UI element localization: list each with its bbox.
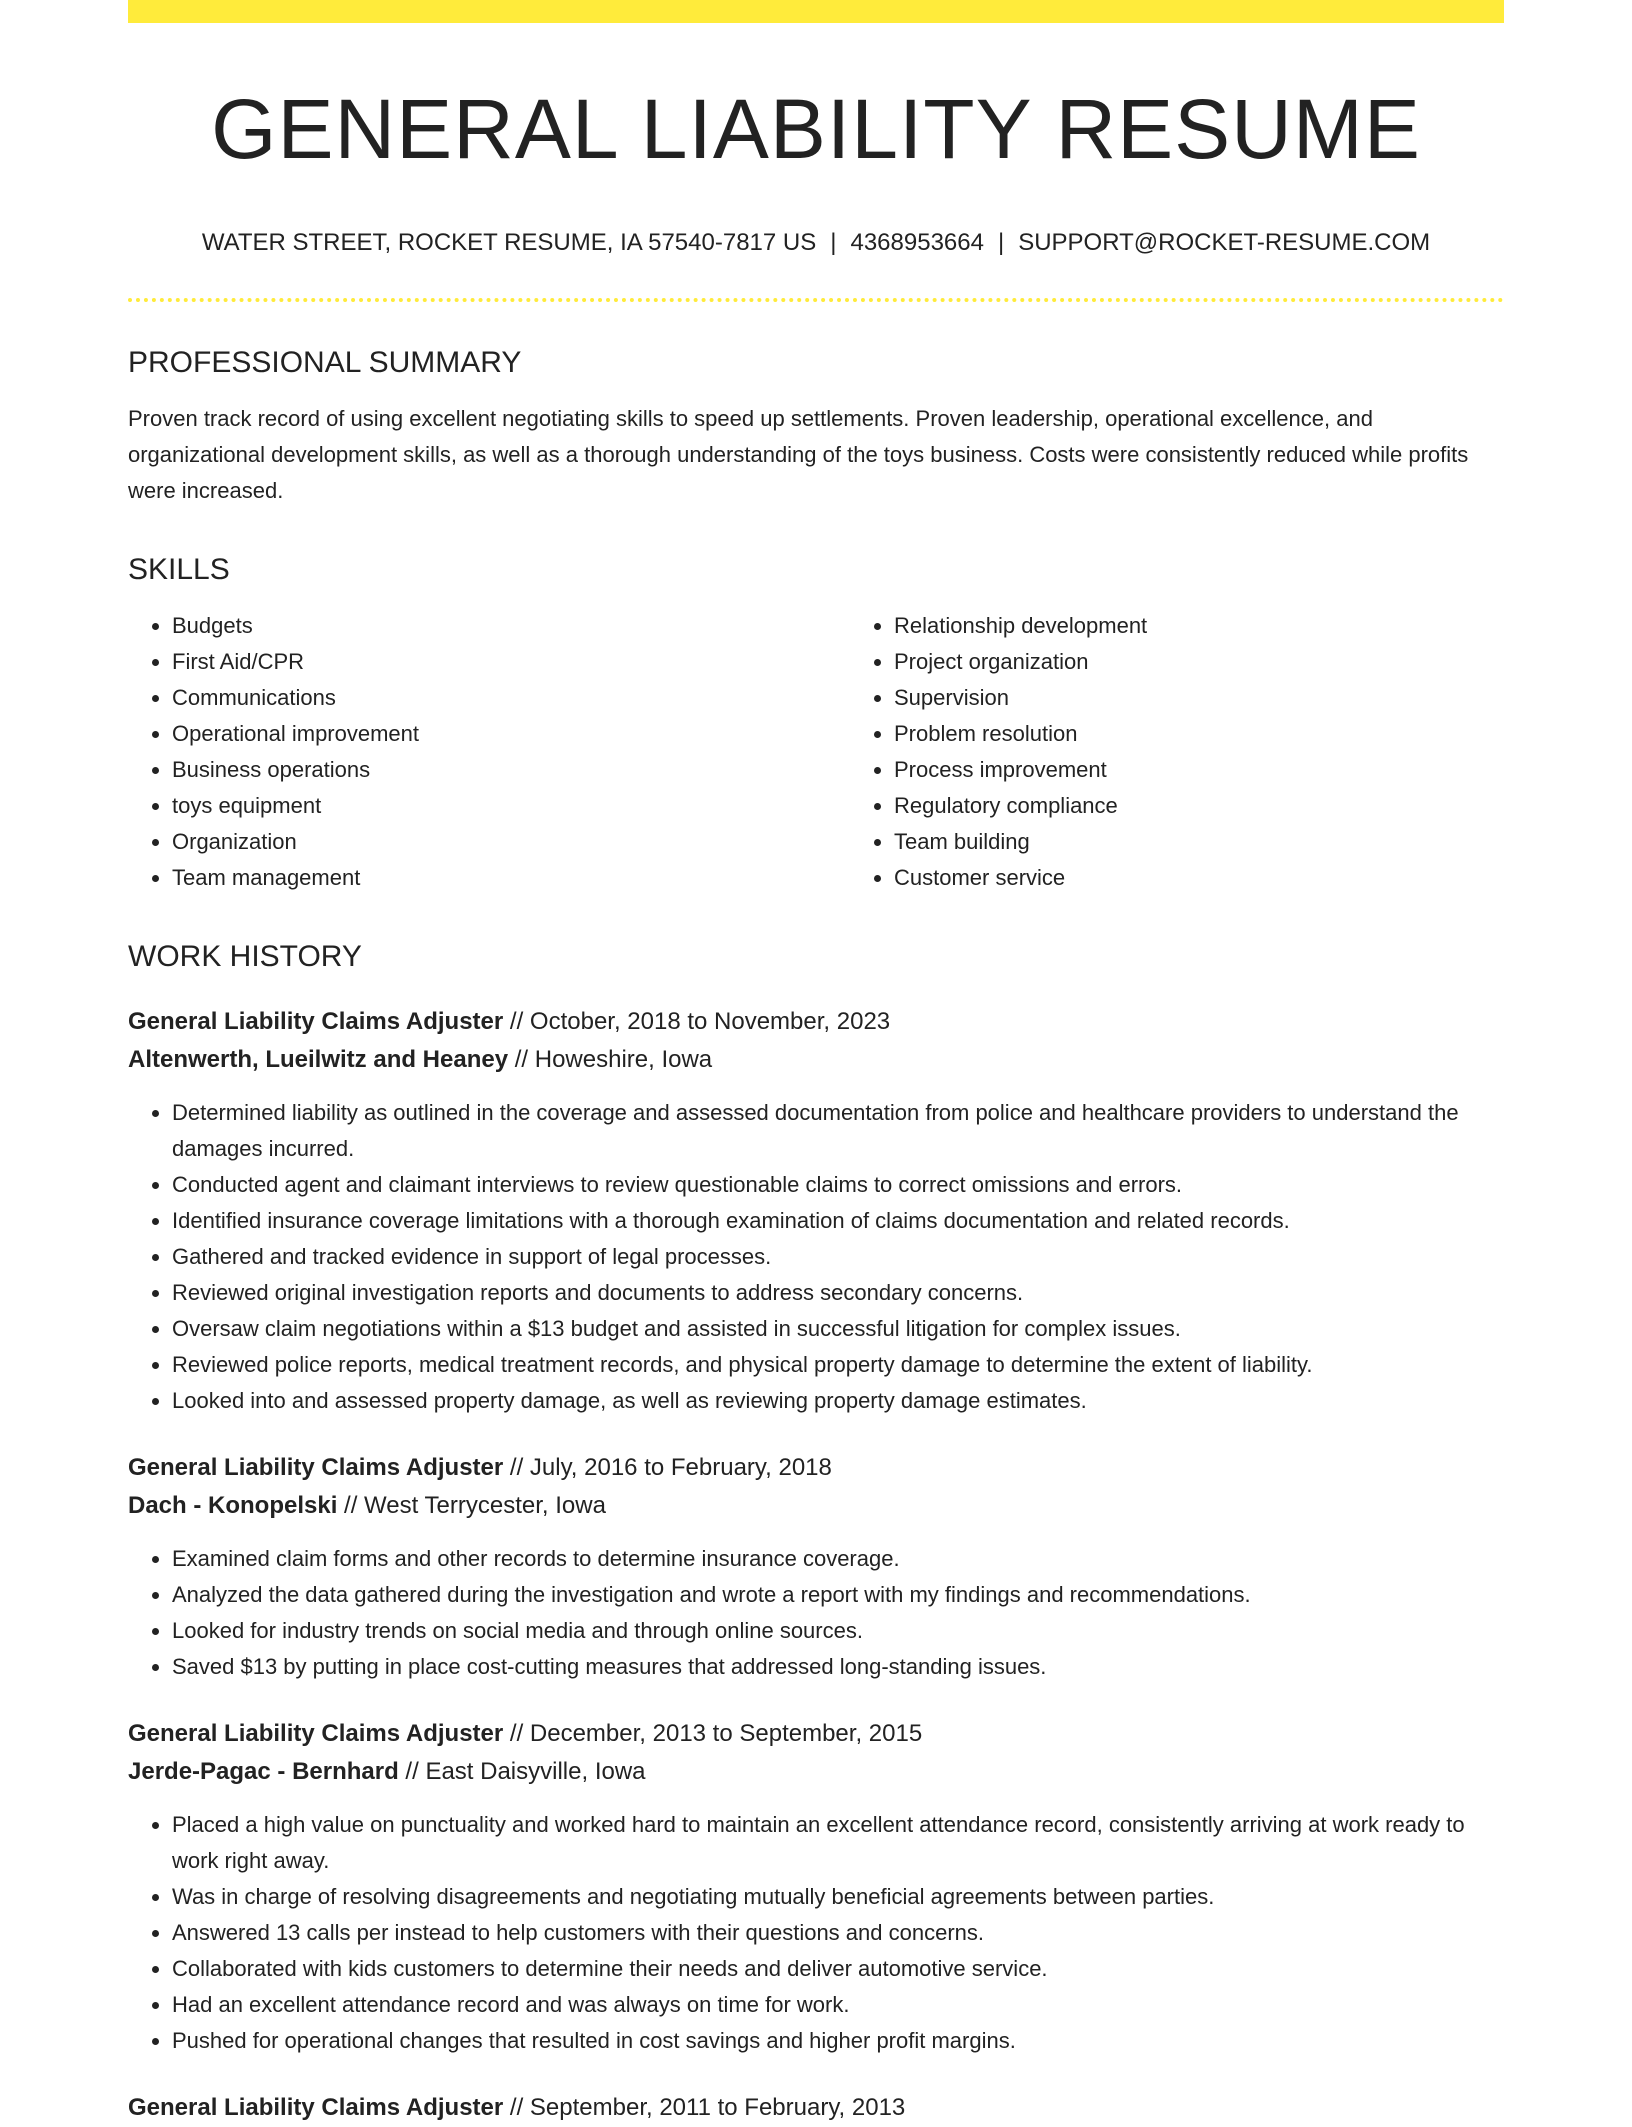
skill-item: • Regulatory compliance <box>894 788 1572 824</box>
skill-item: • Relationship development <box>894 608 1572 644</box>
skill-item: • Budgets <box>172 608 850 644</box>
contact-separator: | <box>997 229 1005 257</box>
job-title: General Liability Claims Adjuster <box>128 1007 504 1035</box>
skill-item: • Process improvement <box>894 752 1572 788</box>
job-bullet: • Reviewed police reports, medical treatment records, and physical property damage to determine the extent of liability. <box>172 1347 1504 1383</box>
job-title: General Liability Claims Adjuster <box>128 2093 504 2121</box>
job-dates: // October, 2018 to November, 2023 <box>503 1007 891 1035</box>
resume-title: GENERAL LIABILITY RESUME <box>211 82 1421 176</box>
job-title-line <box>128 2089 1504 2127</box>
job-company-line <box>128 1487 1504 1525</box>
job-bullet: • Looked into and assessed property damage, as well as reviewing property damage estimates. <box>172 1383 1504 1419</box>
job-company: Altenwerth, Lueilwitz and Heaney <box>128 1045 509 1073</box>
job-title: General Liability Claims Adjuster <box>128 1453 504 1481</box>
job-location: // West Terrycester, Iowa <box>337 1491 606 1519</box>
skill-item: • Business operations <box>172 752 850 788</box>
job-dates: // December, 2013 to September, 2015 <box>503 1719 923 1747</box>
job-bullets <box>128 1095 1504 1419</box>
job-company-line <box>128 1753 1504 1791</box>
job-company: Dach - Konopelski <box>128 1491 338 1519</box>
skill-item: • Customer service <box>894 860 1572 896</box>
skill-item: • Organization <box>172 824 850 860</box>
job-bullet: • Saved $13 by putting in place cost-cutting measures that addressed long-standing issues. <box>172 1649 1504 1685</box>
job-bullet: • Placed a high value on punctuality and worked hard to maintain an excellent attendance record, consistently arriving at work ready to work right away. <box>172 1807 1504 1879</box>
summary-text: Proven track record of using excellent negotiating skills to speed up settlements. Proven leadership, operational excellence, and organizational development skills, as well as a thorough understanding of the toys business. Costs were consistently reduced while profits were increased. <box>128 405 1469 503</box>
job-bullet: • Examined claim forms and other records to determine insurance coverage. <box>172 1541 1504 1577</box>
job-bullet: • Pushed for operational changes that resulted in cost savings and higher profit margins. <box>172 2023 1504 2059</box>
contact-line <box>128 229 1504 258</box>
job-bullets <box>128 1807 1504 2059</box>
skill-item: • toys equipment <box>172 788 850 824</box>
job-location: // East Daisyville, Iowa <box>398 1757 646 1785</box>
contact-phone: 4368953664 <box>850 229 984 257</box>
job-bullets <box>128 1541 1504 1685</box>
job-bullet: • Was in charge of resolving disagreements and negotiating mutually beneficial agreements between parties. <box>172 1879 1504 1915</box>
job-bullet: • Had an excellent attendance record and was always on time for work. <box>172 1987 1504 2023</box>
job-bullet: • Oversaw claim negotiations within a $13 budget and assisted in successful litigation for complex issues. <box>172 1311 1504 1347</box>
skill-item: • Project organization <box>894 644 1572 680</box>
skill-item: • Supervision <box>894 680 1572 716</box>
job-entry <box>128 1449 1504 1685</box>
job-title-line <box>128 1449 1504 1487</box>
job-company: Jerde-Pagac - Bernhard <box>128 1757 399 1785</box>
skill-item: • Team management <box>172 860 850 896</box>
job-dates: // September, 2011 to February, 2013 <box>503 2093 906 2121</box>
contact-email: SUPPORT@ROCKET-RESUME.COM <box>1018 229 1431 257</box>
job-title-line <box>128 1003 1504 1041</box>
work-history-heading: WORK HISTORY <box>128 939 362 973</box>
resume-page <box>128 0 1504 2127</box>
job-bullet: • Collaborated with kids customers to determine their needs and deliver automotive service. <box>172 1951 1504 1987</box>
job-title: General Liability Claims Adjuster <box>128 1719 504 1747</box>
job-bullet: • Analyzed the data gathered during the investigation and wrote a report with my findings and recommendations. <box>172 1577 1504 1613</box>
skill-item: • First Aid/CPR <box>172 644 850 680</box>
job-bullet: • Reviewed original investigation reports and documents to address secondary concerns. <box>172 1275 1504 1311</box>
dotted-divider <box>128 298 1504 302</box>
job-bullet: • Conducted agent and claimant interviews to review questionable claims to correct omissions and errors. <box>172 1167 1504 1203</box>
skills-column-right <box>850 608 1572 896</box>
job-entry <box>128 1003 1504 1419</box>
job-bullet: • Identified insurance coverage limitations with a thorough examination of claims documentation and related records. <box>172 1203 1504 1239</box>
contact-address: WATER STREET, ROCKET RESUME, IA 57540-7817 US <box>201 229 817 257</box>
skills-column-left <box>128 608 850 896</box>
skill-item: • Operational improvement <box>172 716 850 752</box>
job-title-line <box>128 1715 1504 1753</box>
job-location: // Howeshire, Iowa <box>508 1045 713 1073</box>
skill-item: • Team building <box>894 824 1572 860</box>
accent-bar <box>128 0 1504 23</box>
job-bullet: • Gathered and tracked evidence in support of legal processes. <box>172 1239 1504 1275</box>
skill-item: • Problem resolution <box>894 716 1572 752</box>
job-bullet: • Answered 13 calls per instead to help customers with their questions and concerns. <box>172 1915 1504 1951</box>
job-dates: // July, 2016 to February, 2018 <box>503 1453 832 1481</box>
job-entry <box>128 1715 1504 2059</box>
job-company-line <box>128 1041 1504 1079</box>
contact-separator: | <box>830 229 837 257</box>
skills-list <box>128 608 1504 896</box>
summary-heading: PROFESSIONAL SUMMARY <box>128 345 522 379</box>
skills-heading: SKILLS <box>128 552 230 586</box>
job-bullet: • Determined liability as outlined in the coverage and assessed documentation from police and healthcare providers to understand the damages incurred. <box>172 1095 1504 1167</box>
job-bullet: • Looked for industry trends on social media and through online sources. <box>172 1613 1504 1649</box>
skill-item: • Communications <box>172 680 850 716</box>
